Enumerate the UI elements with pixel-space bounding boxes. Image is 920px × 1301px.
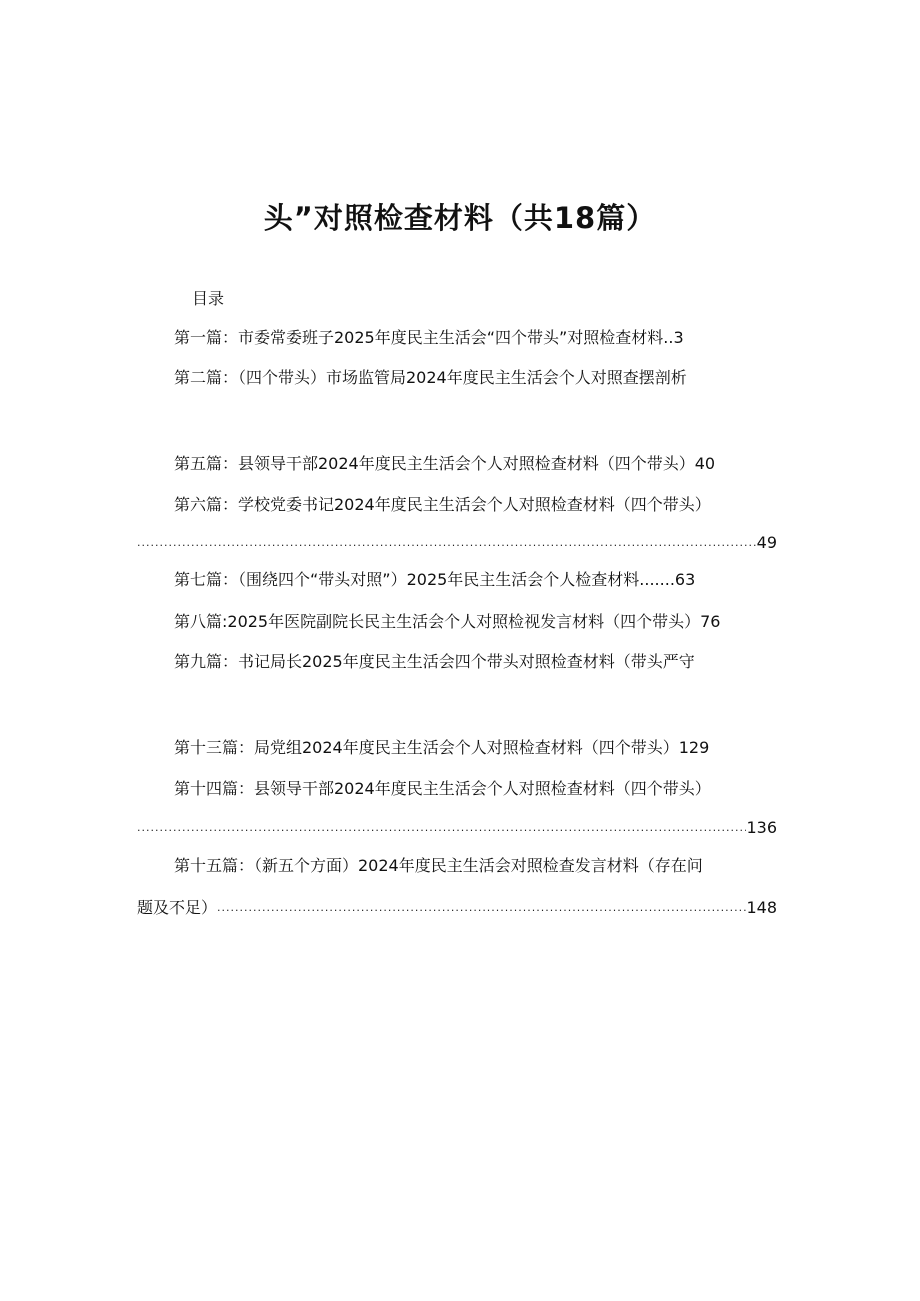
toc-entry-8[interactable]: 第八篇:2025年医院副院长民主生活会个人对照检视发言材料（四个带头）76 (174, 612, 721, 631)
dot-leader (137, 818, 746, 838)
toc-entry-14-leader (137, 818, 777, 838)
toc-entry-6[interactable]: 第六篇：学校党委书记2024年度民主生活会个人对照检查材料（四个带头） (174, 495, 711, 514)
toc-entry-13[interactable]: 第十三篇：局党组2024年度民主生活会个人对照检查材料（四个带头）129 (174, 738, 710, 757)
toc-entry-15-continuation[interactable] (137, 898, 777, 918)
toc-entry-15-page: 148 (746, 898, 777, 917)
dot-leader (137, 533, 757, 553)
toc-entry-15[interactable]: 第十五篇：（新五个方面）2024年度民主生活会对照检查发言材料（存在问 (174, 856, 703, 875)
toc-entry-14-page: 136 (746, 818, 777, 837)
toc-entry-9[interactable]: 第九篇：书记局长2025年度民主生活会四个带头对照检查材料（带头严守 (174, 652, 695, 671)
toc-entry-14[interactable]: 第十四篇：县领导干部2024年度民主生活会个人对照检查材料（四个带头） (174, 779, 711, 798)
toc-entry-1[interactable]: 第一篇：市委常委班子2025年度民主生活会“四个带头”对照检查材料..3 (174, 328, 684, 347)
toc-entry-2[interactable]: 第二篇：（四个带头）市场监管局2024年度民主生活会个人对照查摆剖析 (174, 368, 687, 387)
toc-entry-15-cont-text: 题及不足） (137, 898, 218, 917)
toc-heading: 目录 (192, 289, 225, 308)
toc-entry-5[interactable]: 第五篇：县领导干部2024年度民主生活会个人对照检查材料（四个带头）40 (174, 454, 716, 473)
document-title: 头”对照检查材料（共18篇） (263, 201, 657, 235)
toc-entry-7[interactable]: 第七篇：（围绕四个“带头对照”）2025年民主生活会个人检查材料.......63 (174, 570, 696, 589)
dot-leader (217, 898, 746, 918)
toc-entry-6-page: 49 (756, 533, 777, 552)
toc-entry-6-leader (137, 533, 777, 553)
